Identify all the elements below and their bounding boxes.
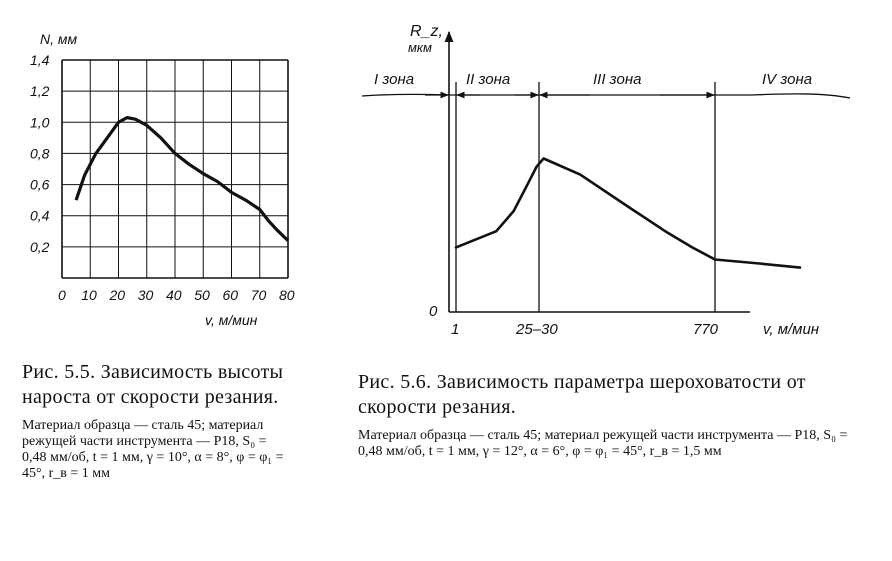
chart2-x-axis-label: v, м/мин	[763, 321, 820, 338]
chart1-y-tick-label: 0,4	[30, 207, 50, 224]
chart2-x-tick-25-30: 25–30	[516, 321, 558, 338]
chart2-x-tick-1: 1	[451, 321, 460, 338]
chart2-x-tick-770: 770	[693, 321, 719, 338]
figure-5-5-caption	[22, 360, 294, 482]
chart1-x-tick-label: 0	[58, 287, 66, 303]
chart1-x-tick-label: 70	[250, 287, 267, 303]
chart1-y-tick-label: 1,2	[30, 83, 50, 100]
caption-note: Материал образца — сталь 45; материал режущей части инструмента — Р18, S₀ = 0,48 мм/об, t = 1 мм, γ = 12°, α = 6°, φ = φ₁ = 45°, r_в = 1,5 мм	[358, 428, 848, 459]
chart1-grid	[62, 60, 288, 278]
caption-title: Рис. 5.6. Зависимость параметра шероховатости от скорости резания.	[358, 371, 806, 418]
chart1-y-tick-label: 1,4	[30, 52, 50, 68]
caption-note: Материал образца — сталь 45; материал режущей части инструмента — Р18, S₀ = 0,48 мм/об, t = 1 мм, γ = 10°, α = 8°, φ = φ₁ = 45°, r_в = 1 мм	[22, 418, 284, 481]
chart1-y-tick-label: 0,8	[30, 145, 50, 162]
zone-1-label: I зона	[374, 71, 415, 88]
chart1-y-tick-label: 0,6	[30, 176, 50, 193]
chart1-series-line	[76, 118, 288, 241]
zone-2-label: II зона	[466, 71, 511, 88]
zone-4-label: IV зона	[762, 71, 813, 88]
chart2-origin-label: 0	[429, 303, 438, 320]
chart1-y-tick-label: 0,2	[30, 238, 50, 255]
chart2-series-line	[456, 159, 800, 268]
chart1-x-axis-label: v, м/мин	[205, 312, 258, 328]
chart1-x-tick-label: 20	[109, 287, 126, 303]
zone-3-label: III зона	[593, 71, 642, 88]
chart1-tick-labels	[30, 52, 295, 303]
figure-5-6-caption	[358, 370, 856, 460]
chart1-x-tick-label: 50	[194, 287, 210, 303]
chart1-y-tick-label: 1,0	[30, 114, 50, 131]
chart1-y-axis-label: N, мм	[40, 31, 78, 47]
chart1-x-tick-label: 30	[137, 287, 154, 303]
chart1-x-tick-label: 10	[81, 287, 97, 303]
chart-height-of-buildup	[0, 0, 320, 340]
chart1-x-tick-label: 60	[222, 287, 239, 303]
chart1-x-tick-label: 40	[166, 287, 182, 303]
caption-title: Рис. 5.5. Зависимость высоты нароста от скорости резания.	[22, 361, 284, 408]
chart2-y-axis-unit: мкм	[408, 40, 432, 55]
chart2-y-axis-label: R_z,	[410, 23, 443, 40]
chart1-x-tick-label: 80	[279, 287, 295, 303]
chart-roughness	[330, 0, 890, 345]
